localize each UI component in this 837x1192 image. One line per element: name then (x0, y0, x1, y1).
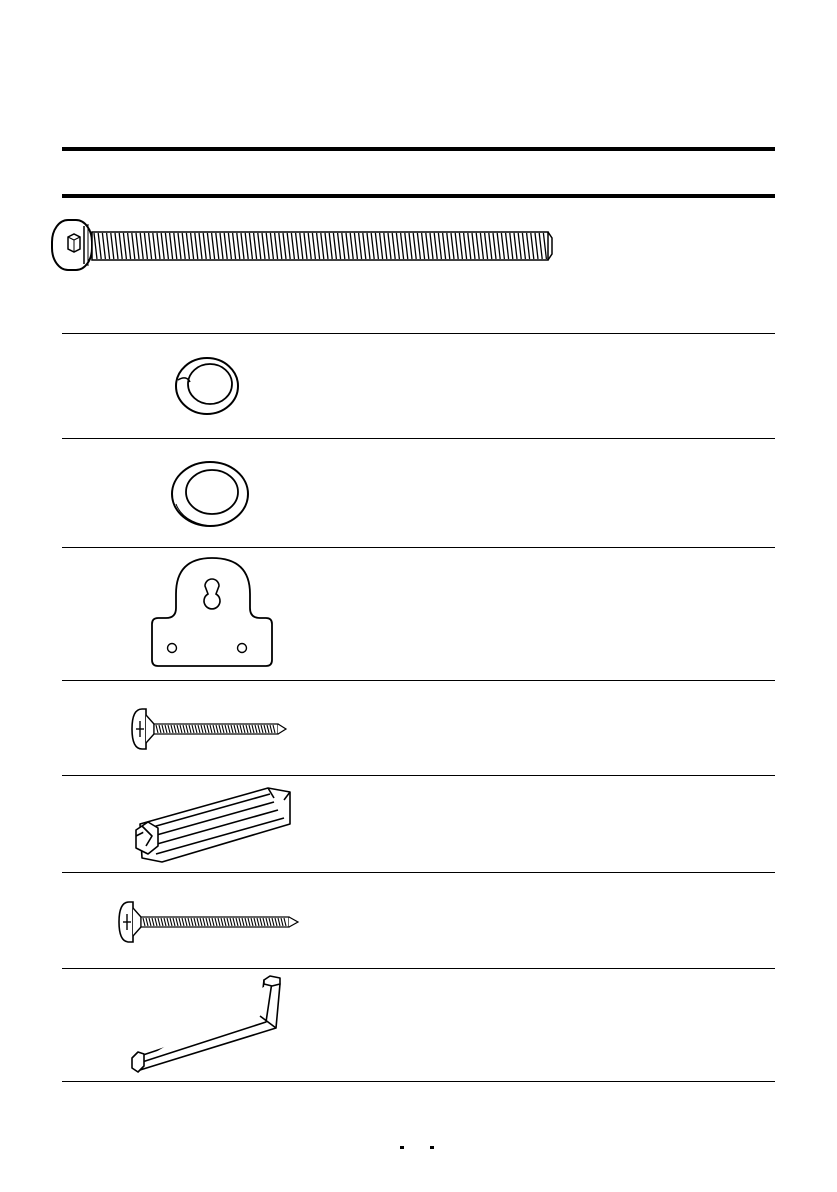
page-number-marks (400, 1146, 440, 1152)
row-divider (62, 680, 775, 681)
short-phillips-screw-icon (130, 707, 290, 751)
wall-mount-bracket-icon (150, 556, 274, 670)
header-top-rule (62, 147, 775, 151)
row-divider (62, 333, 775, 334)
spring-lock-washer-icon (174, 356, 240, 416)
row-divider (62, 547, 775, 548)
long-phillips-screw-icon (117, 900, 301, 944)
row-divider (62, 872, 775, 873)
hex-allen-key-icon (130, 978, 286, 1074)
row-divider (62, 968, 775, 969)
header-bottom-rule (62, 194, 775, 198)
long-hex-socket-bolt-icon (52, 216, 552, 276)
row-divider (62, 438, 775, 439)
flat-washer-icon (170, 460, 250, 528)
row-divider (62, 775, 775, 776)
row-divider (62, 1081, 775, 1082)
wall-anchor-plug-icon (128, 784, 298, 868)
